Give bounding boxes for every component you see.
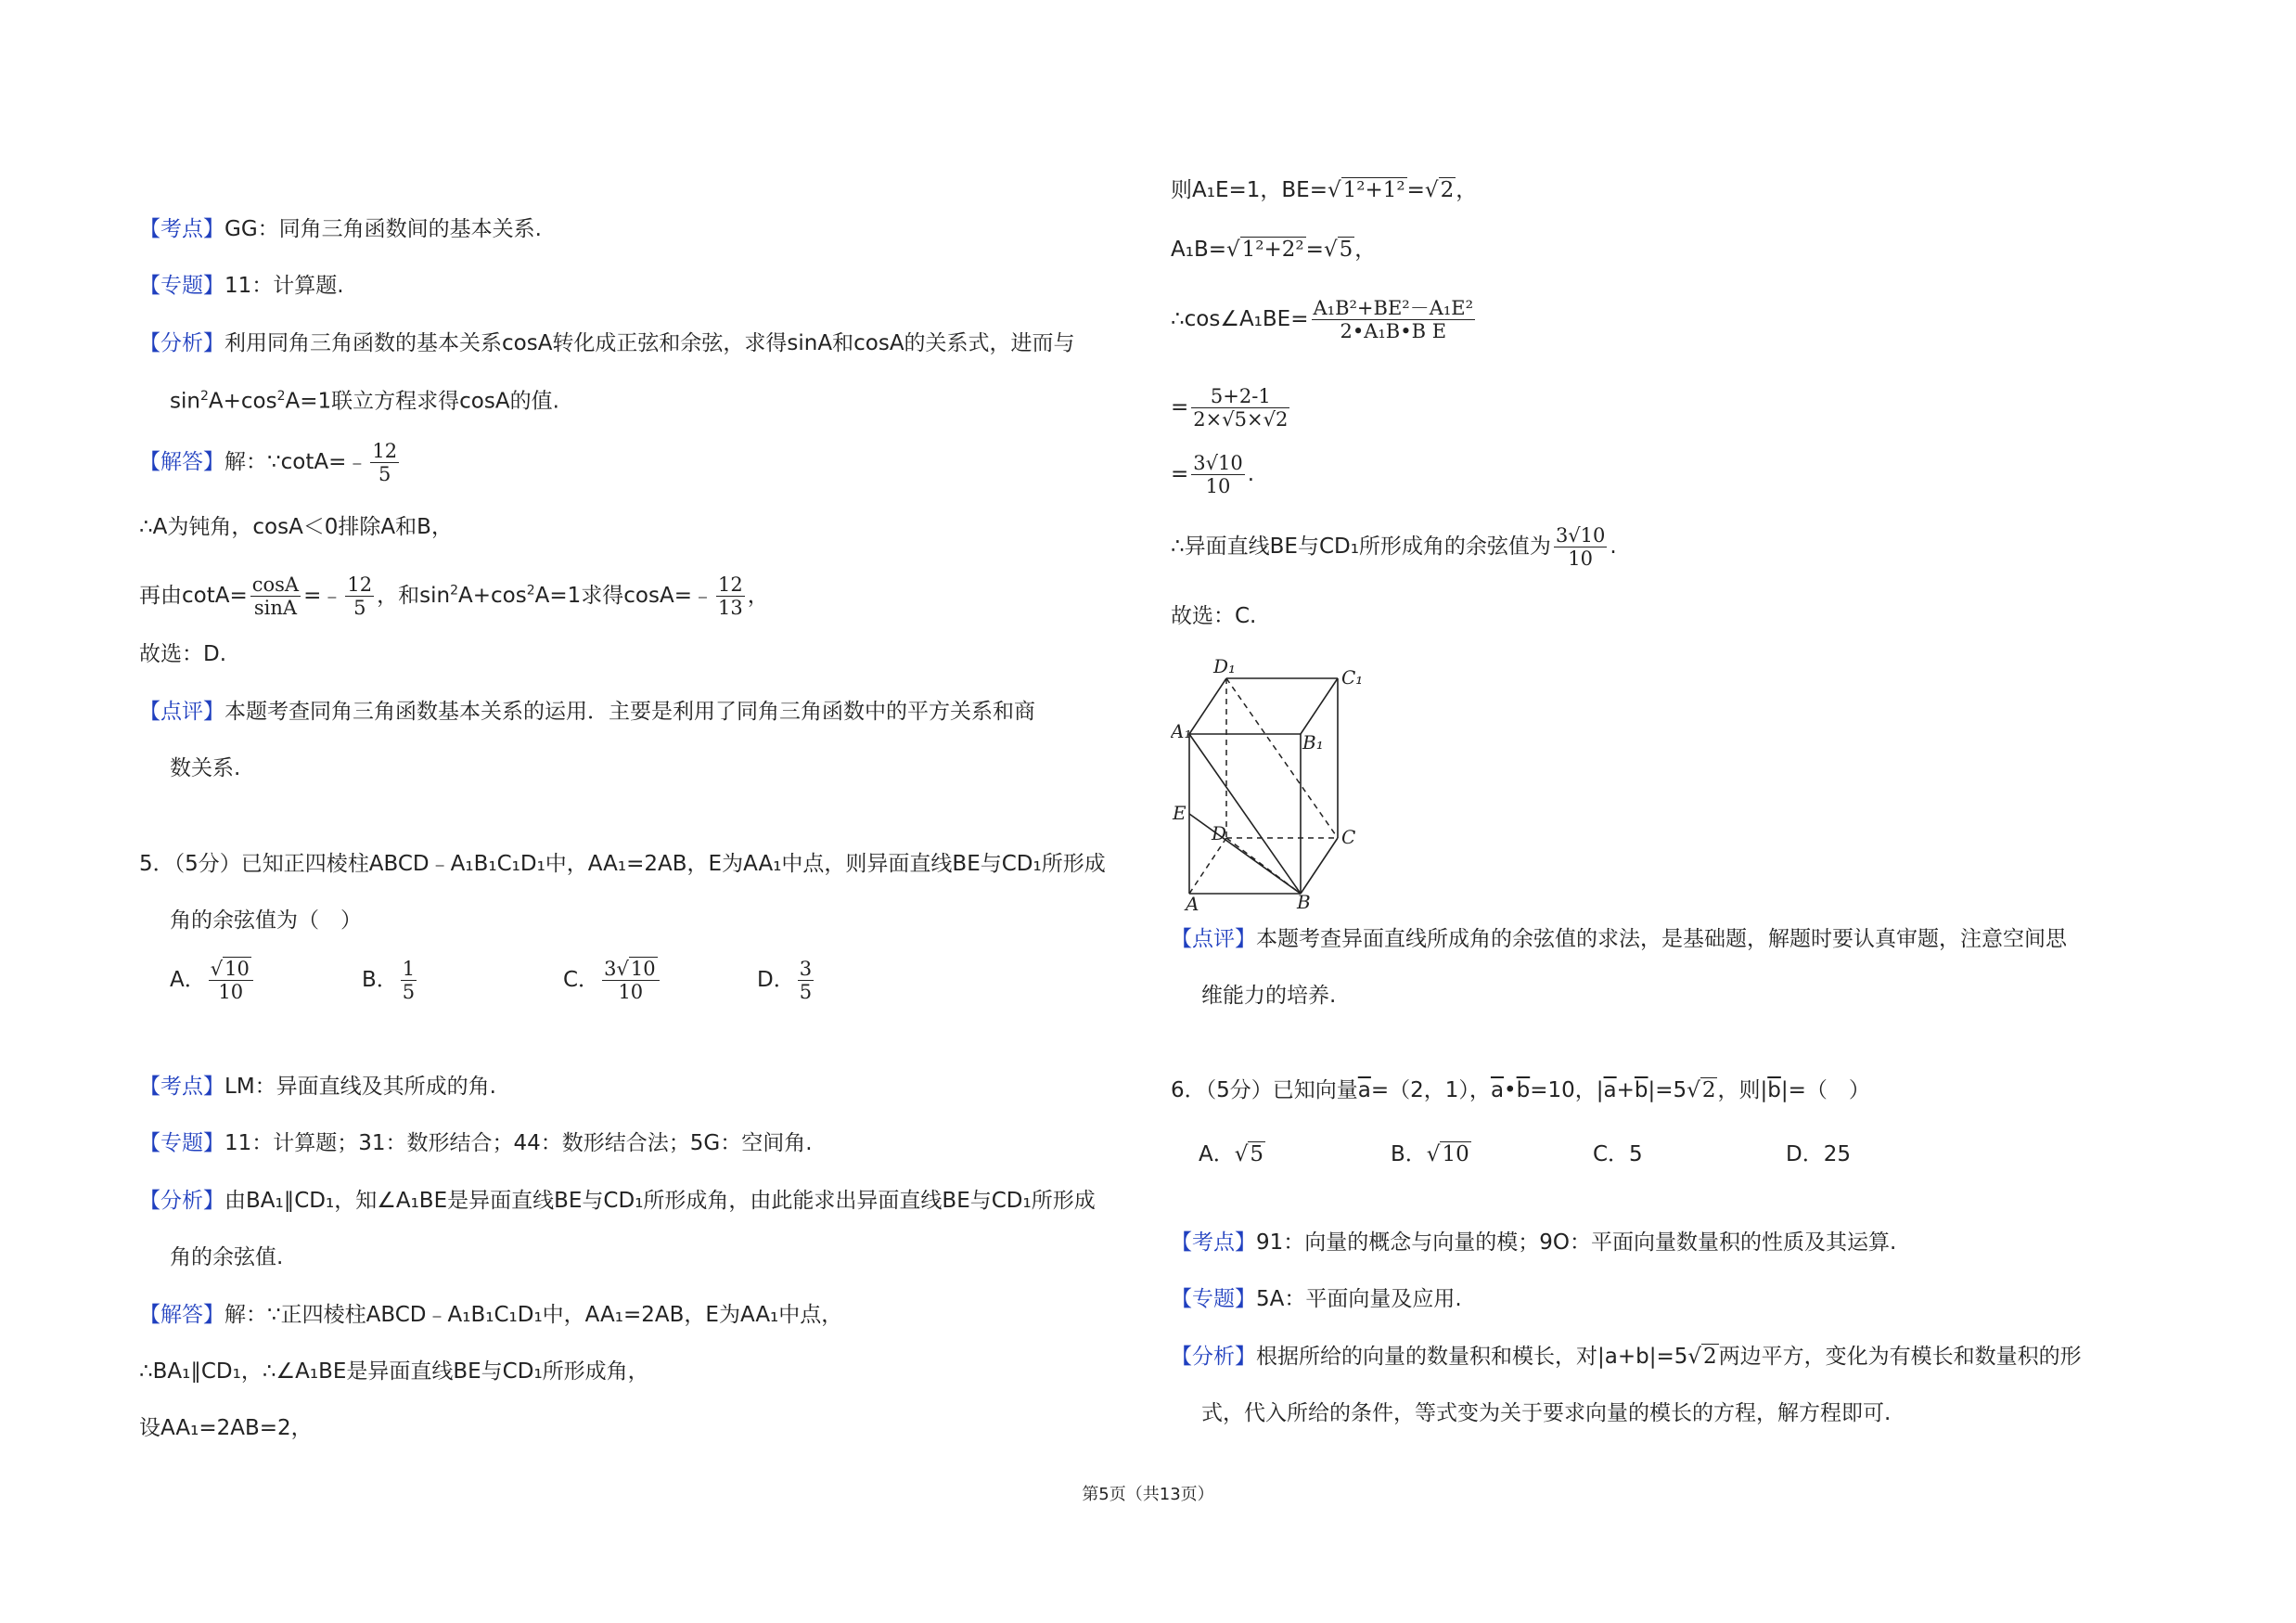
label-D: D [1212,822,1227,844]
fraction: $\frac{3}{5}$ [799,958,813,1004]
fraction: $\frac{\cos A}{\sin A}$ [251,573,300,620]
q4-line-b: 再由cotA= $\frac{\cos A}{\sin A}$ =﹣ $\frac{12}{5}$ ，和$\sin^2A+\cos^2A=1$求得cosA=﹣ $\frac{12}{13}$ ， [139,573,769,620]
r-line-5: = $\frac{3√10}{10}$ . [1171,452,1255,498]
left-column [139,0,1206,1578]
tag-kaodian: 【考点】 [139,217,224,241]
q4-jieda: 【解答】解：∵cotA=﹣ $\frac{12}{5}$ [139,440,398,486]
tag-fenxi: 【分析】 [139,1189,224,1213]
q5-stem: 5．（5分）已知正四棱柱ABCD﹣A₁B₁C₁D₁中，AA₁=2AB，E为AA₁中点，则异面直线BE与CD₁所形成 [139,852,1106,876]
q5-zhuanti: 【专题】11：计算题；31：数形结合；44：数形结合法；5G：空间角. [139,1131,813,1155]
q6-zhuanti: 【专题】5A：平面向量及应用. [1171,1287,1462,1311]
q6-fenxi-cont: 式，代入所给的条件，等式变为关于要求向量的模长的方程，解方程即可. [1201,1401,1892,1425]
q5-fenxi: 【分析】由BA₁∥CD₁，知∠A₁BE是异面直线BE与CD₁所形成角，由此能求出异面直线BE与CD₁所形成 [139,1189,1096,1213]
q4-kaodian: 【考点】GG：同角三角函数间的基本关系. [139,217,542,241]
fraction: $\frac{5+2-1}{2\times√5\times√2}$ [1193,385,1289,432]
r-line-3: ∴cos∠A₁BE= $\frac{\text{A₁B²+BE²－A₁E²}}{\text{2•A₁B•B E}}$ [1171,297,1474,343]
fraction: $\frac{12}{5}$ [347,573,373,620]
tag-jieda: 【解答】 [139,1303,224,1327]
fraction: $\frac{3√10}{10}$ [602,958,660,1003]
fraction: $\frac{\text{A₁B²+BE²－A₁E²}}{\text{2•A₁B•B E}}$ [1313,297,1474,343]
q5-option-d: D． $\frac{3}{5}$ [757,958,813,1004]
label-E: E [1173,802,1186,824]
q5-line-a: ∴BA₁∥CD₁，∴∠A₁BE是异面直线BE与CD₁所形成角， [139,1359,649,1384]
label-B1: B₁ [1302,731,1324,754]
fraction: $\frac{1}{5}$ [402,958,416,1004]
q4-line-c: 故选：D. [139,642,227,666]
r-line-1: 则A₁E=1，BE=√1²+1²=√2， [1171,178,1478,202]
r-line-6: ∴异面直线BE与CD₁所形成角的余弦值为 $\frac{3√10}{10}$ . [1171,524,1617,571]
q4-fenxi-cont: $\sin^2A+\cos^2A=1$联立方程求得cosA的值. [170,389,559,414]
q5-stem-cont: 角的余弦值为（ ） [170,908,362,933]
q5-option-b: B． $\frac{1}{5}$ [362,958,416,1004]
tag-zhuanti: 【专题】 [139,1131,224,1155]
q6-kaodian: 【考点】91：向量的概念与向量的模；9O：平面向量数量积的性质及其运算. [1171,1230,1897,1255]
q5-dianping-cont: 维能力的培养. [1201,984,1337,1008]
r-line-2: A₁B=√1²+2²=√5， [1171,238,1377,262]
q6-fenxi: 【分析】根据所给的向量的数量积和模长，对|a+b|=5√2两边平方，变化为有模长和数量积的形 [1171,1345,2082,1369]
q5-option-c: C． $\frac{3√10}{10}$ [563,958,662,1003]
label-A: A [1186,893,1199,912]
fraction: $\frac{√10}{10}$ [209,958,253,1003]
q5-jieda: 【解答】解：∵正四棱柱ABCD﹣A₁B₁C₁D₁中，AA₁=2AB，E为AA₁中点， [139,1303,843,1327]
q5-kaodian: 【考点】LM：异面直线及其所成的角. [139,1075,496,1099]
fraction: $\frac{3√10}{10}$ [1193,452,1243,498]
r-line-4: = $\frac{5+2-1}{2\times√5\times√2}$ [1171,385,1289,432]
fraction: $\frac{12}{13}$ [718,573,743,620]
r-line-7: 故选：C. [1171,604,1257,628]
tag-jieda: 【解答】 [139,450,224,475]
tag-fenxi: 【分析】 [1171,1345,1256,1369]
q4-line-a: ∴A为钝角，cosA＜0排除A和B， [139,515,453,539]
q6-option-d: D．25 [1786,1142,1851,1166]
tag-kaodian: 【考点】 [139,1075,224,1099]
label-C1: C₁ [1341,666,1364,689]
tag-kaodian: 【考点】 [1171,1230,1256,1255]
q4-fenxi: 【分析】利用同角三角函数的基本关系cosA转化成正弦和余弦，求得sinA和cosA的关系式，进而与 [139,331,1075,355]
tag-zhuanti: 【专题】 [1171,1287,1256,1311]
page-footer: 第5页（共13页） [1082,1485,1214,1504]
tag-dianping: 【点评】 [139,700,224,724]
q4-dianping: 【点评】本题考查同角三角函数基本关系的运用．主要是利用了同角三角函数中的平方关系和商 [139,700,1035,724]
q4-dianping-cont: 数关系. [170,756,241,780]
tag-dianping: 【点评】 [1171,927,1256,951]
tag-fenxi: 【分析】 [139,331,224,355]
q6-option-b: B．√10 [1391,1142,1469,1166]
q4-zhuanti: 【专题】11：计算题. [139,274,344,298]
q5-line-b: 设AA₁=2AB=2， [139,1416,313,1440]
fraction: $\frac{12}{5}$ [372,440,398,486]
q5-option-a: A． $\frac{√10}{10}$ [170,958,256,1003]
q6-option-a: A．√5 [1199,1142,1264,1166]
q6-stem: 6．（5分）已知向量$\overline{a}=(2$，1），$\overline{a}•\overline{b}=10$，$|\overline{a}+\overline{b}|=5√2$，则$|\overline{b}|=$（ ） [1171,1078,1870,1102]
label-C: C [1341,826,1356,848]
label-A1: A₁ [1171,720,1192,742]
tag-zhuanti: 【专题】 [139,274,224,298]
q6-option-c: C．5 [1593,1142,1643,1166]
fraction: $\frac{3√10}{10}$ [1555,524,1606,571]
q5-dianping: 【点评】本题考查异面直线所成角的余弦值的求法，是基础题，解题时要认真审题，注意空间思 [1171,927,2067,951]
q5-fenxi-cont: 角的余弦值. [170,1245,284,1269]
label-D1: D₁ [1213,655,1237,677]
label-B: B [1297,891,1311,912]
prism-figure [1171,652,1375,912]
